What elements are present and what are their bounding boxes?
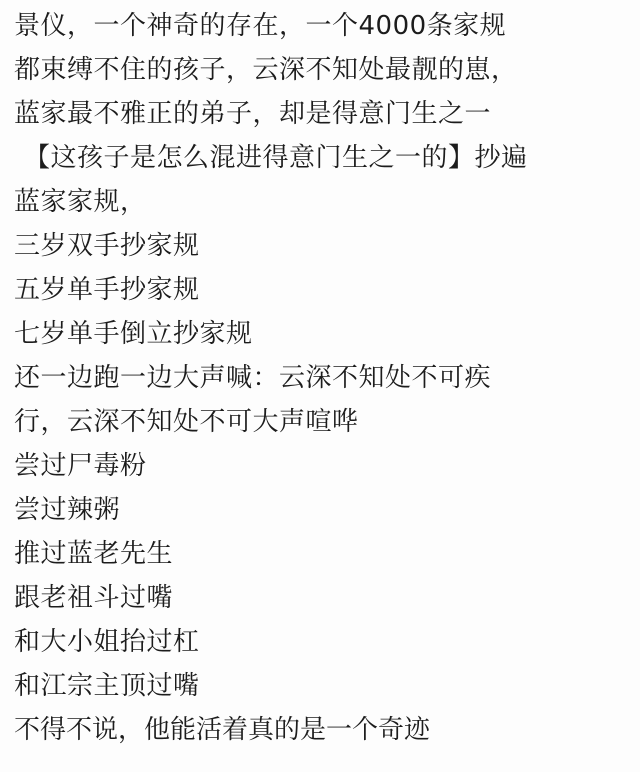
- text-line: 五岁单手抄家规: [14, 275, 200, 305]
- text-line: 推过蓝老先生: [14, 539, 174, 569]
- text-line: 尝过尸毒粉: [14, 451, 147, 481]
- text-line: 三岁双手抄家规: [14, 231, 200, 261]
- text-line: 景仪，一个神奇的存在，一个4000条家规: [14, 11, 507, 41]
- text-line: 蓝家最不雅正的弟子，却是得意门生之一: [14, 99, 492, 129]
- text-line: 尝过辣粥: [14, 495, 121, 525]
- text-line: 和江宗主顶过嘴: [14, 671, 200, 701]
- text-line: 【这孩子是怎么混进得意门生之一的】抄遍: [24, 143, 528, 173]
- text-line: 跟老祖斗过嘴: [14, 583, 174, 613]
- text-line: 七岁单手倒立抄家规: [14, 319, 253, 349]
- text-line: 不得不说，他能活着真的是一个奇迹: [14, 715, 431, 745]
- text-line: 还一边跑一边大声喊：云深不知处不可疾: [14, 363, 492, 393]
- text-line: 都束缚不住的孩子，云深不知处最靓的崽，: [14, 55, 518, 85]
- text-line: 行，云深不知处不可大声喧哗: [14, 407, 359, 437]
- text-line: 蓝家家规，: [14, 187, 147, 217]
- text-line: 和大小姐抬过杠: [14, 627, 200, 657]
